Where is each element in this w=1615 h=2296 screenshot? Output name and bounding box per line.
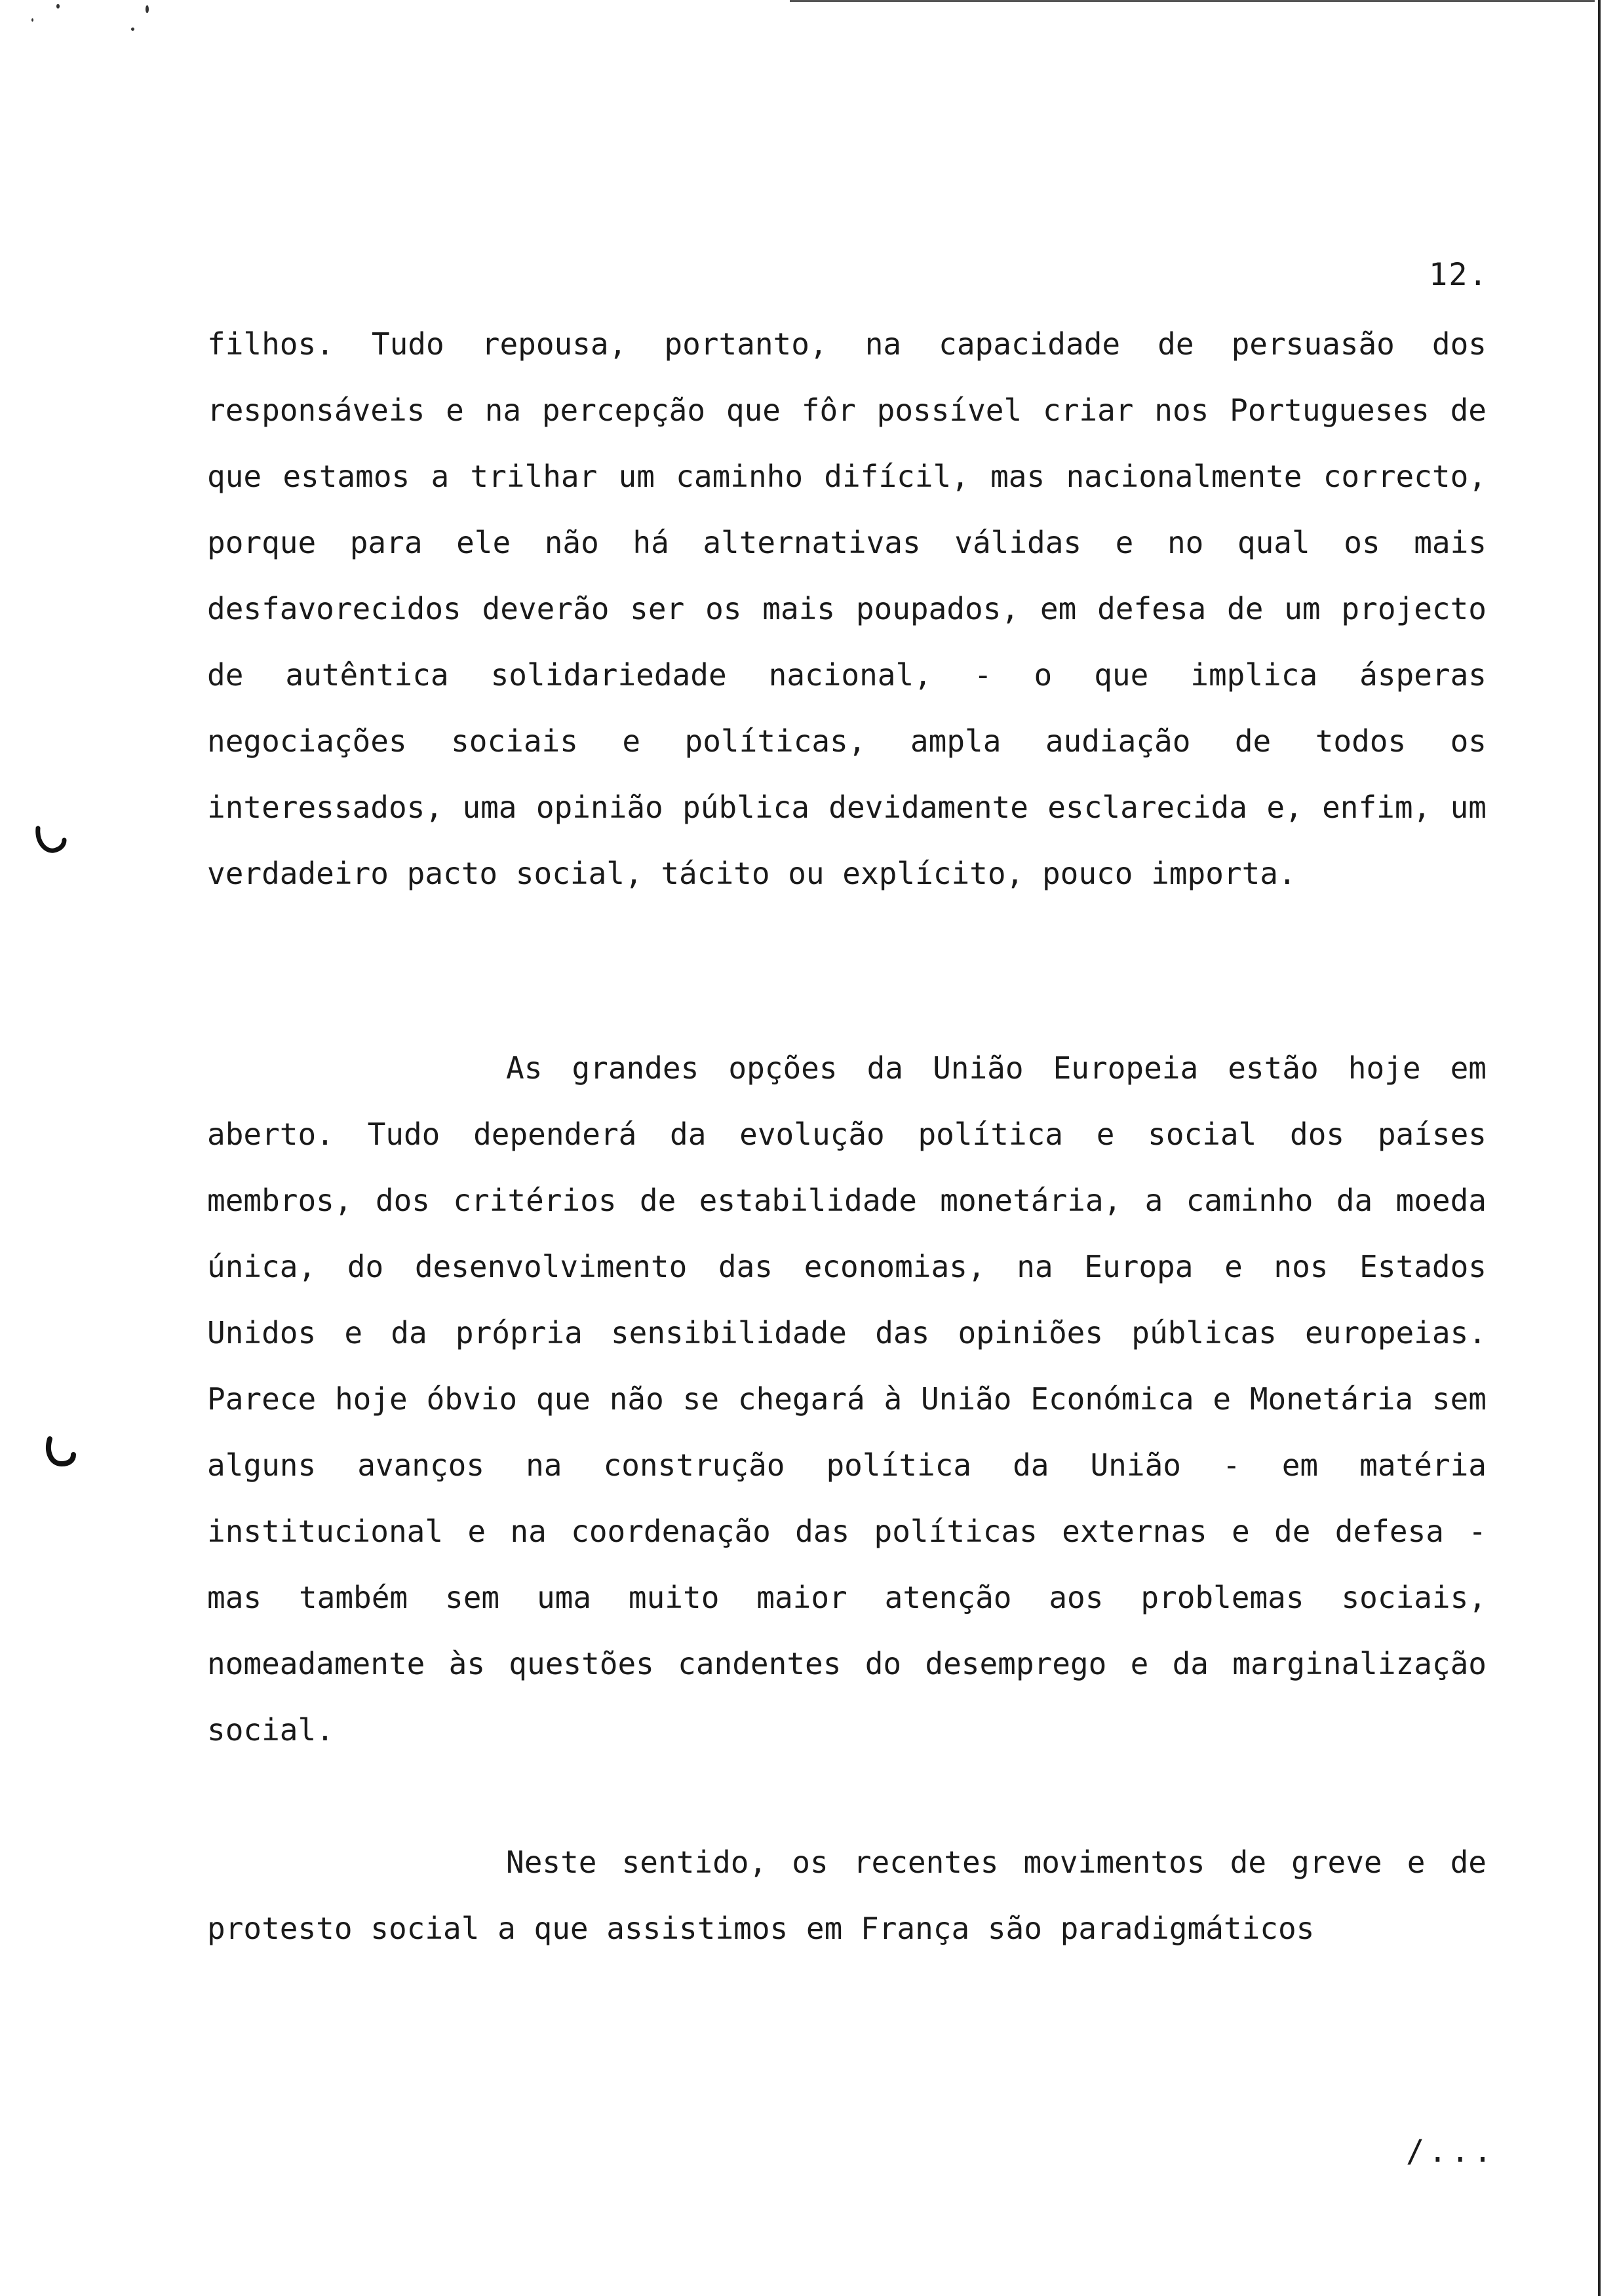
page-number: 12. [1429,257,1489,293]
scan-speck [56,4,60,9]
body-paragraph: Neste sentido, os recentes movimentos de greve e de protesto social a que assistimos em França são paradigmáticos [207,1845,1487,1946]
continuation-mark: /... [1406,2133,1496,2170]
punch-hole-mark-icon [43,1435,77,1469]
body-paragraph: As grandes opções da União Europeia estão hoje em aberto. Tudo dependerá da evolução política e social dos países membros, dos critérios de estabilidade monetária, a caminho da moeda única, do desenvolvimento das economias, na Europa e nos Estados Unidos e da própria sensibilidade das opiniões públicas europeias. Parece hoje óbvio que não se chegará à União Económica e Monetária sem alguns avanços na construção política da União - em matéria institucional e na coordenação das políticas externas e de defesa - mas também sem uma muito maior atenção aos problemas sociais, nomeadamente às questões candentes do desemprego e da marginalização social. [207,1050,1487,1748]
punch-hole-mark-icon [34,823,68,857]
scan-speck [31,18,33,22]
scan-speck [146,5,149,13]
top-scan-rule [790,0,1595,2]
right-scan-edge [1598,0,1601,2296]
scan-speck [131,28,134,31]
body-paragraph: filhos. Tudo repousa, portanto, na capacidade de persuasão dos responsáveis e na percepção que fôr possível criar nos Portugueses de que estamos a trilhar um caminho difícil, mas nacionalmente correcto, porque para ele não há alternativas válidas e no qual os mais desfavorecidos deverão ser os mais poupados, em defesa de um projecto de autêntica solidariedade nacional, - o que implica ásperas negociações sociais e políticas, ampla audiação de todos os interessados, uma opinião pública devidamente esclarecida e, enfim, um verdadeiro pacto social, tácito ou explícito, pouco importa. [207,326,1487,891]
